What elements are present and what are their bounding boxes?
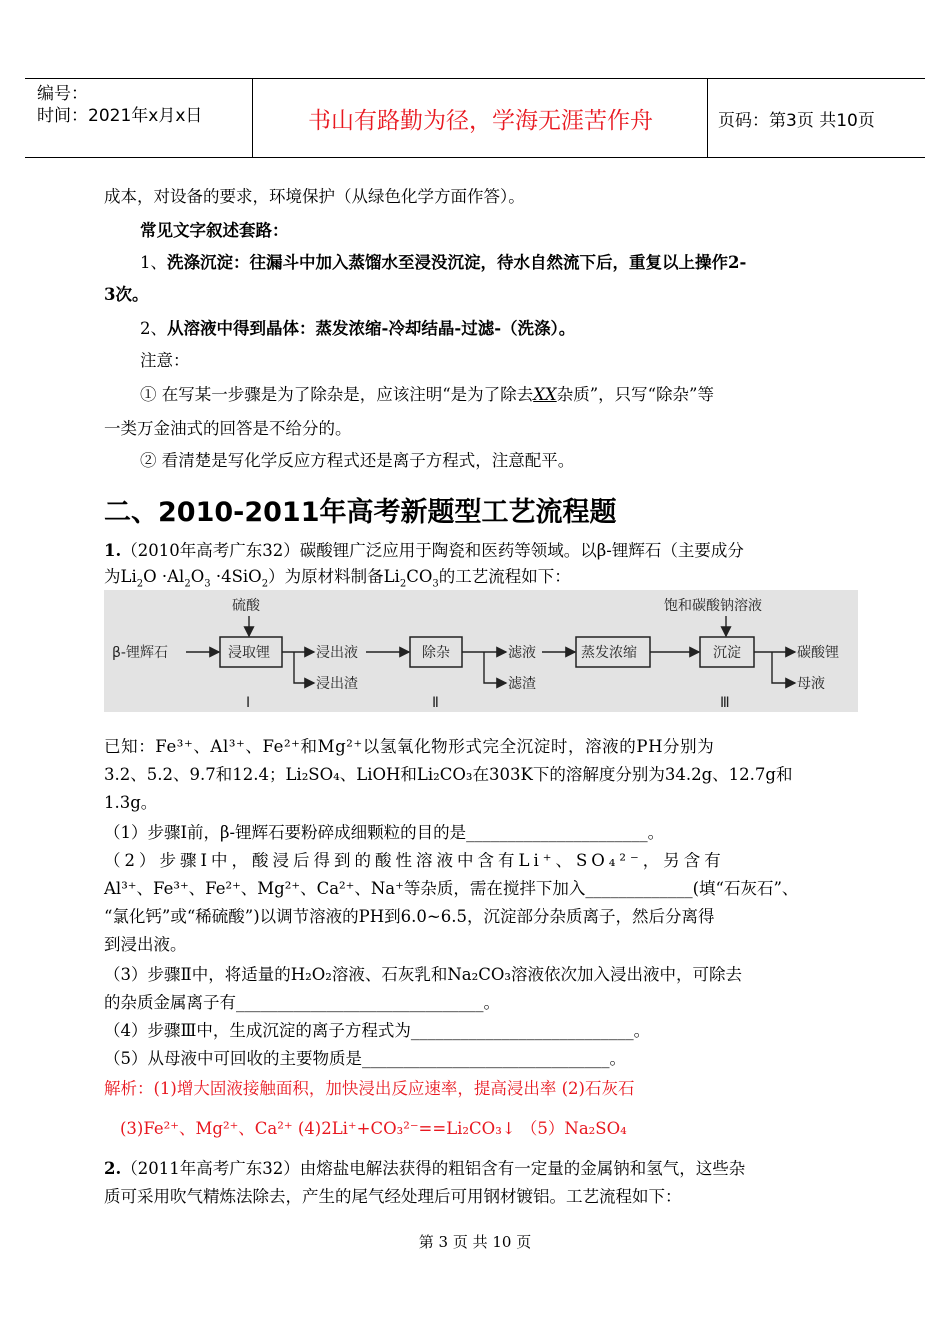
q2-line2: 质可采用吹气精炼法除去，产生的尾气经处理后可用钢材镀铝。工艺流程如下： [104, 1187, 682, 1206]
intro-line: 成本，对设备的要求，环境保护（从绿色化学方面作答）。 [104, 187, 525, 206]
arrow-filter-residue [484, 652, 506, 683]
start-material: β-锂辉石 [112, 645, 168, 661]
routine-2: 2、从溶液中得到晶体：蒸发浓缩-冷却结晶-过滤-（洗涤）。 [140, 319, 576, 338]
routine-1: 1、洗涤沉淀：往漏斗中加入蒸馏水至浸没沉淀，待水自然流下后，重复以上操作2- [140, 253, 747, 272]
question-2-line1: （2）步骤Ⅰ中，酸浸后得到的酸性溶液中含有Li⁺、SO₄²⁻，另含有 [104, 851, 725, 870]
reagent-sulfuric-acid: 硫酸 [232, 598, 260, 614]
page-footer: 第 3 页 共 10 页 [418, 1233, 532, 1251]
arrow-mother-liquor [772, 652, 795, 683]
known-line3: 1.3g。 [104, 793, 158, 812]
routines-title: 常见文字叙述套路： [140, 221, 289, 240]
q2-line1: 2.（2011年高考广东32）由熔盐电解法获得的粗铝含有一定量的金属钠和氢气，这些杂 [104, 1159, 746, 1178]
arrow-residue [294, 652, 314, 683]
note-2: ② 看清楚是写化学反应方程式还是离子方程式，注意配平。 [140, 451, 575, 470]
out-leachate: 浸出液 [316, 645, 358, 661]
out-residue: 浸出渣 [316, 676, 358, 692]
note-title: 注意： [140, 351, 190, 370]
out-mother-liquor: 母液 [797, 676, 825, 692]
q1-line2: 为$Li_2O \cdot Al_2O_3 \cdot 4SiO_2$）为原材料制备$Li_2CO_3$的工艺流程如下： [104, 567, 571, 590]
note-1: ① 在写某一步骤是为了除杂是，应该注明“是为了除去XX杂质”，只写“除杂”等 [140, 385, 714, 404]
known-line1: 已知：Fe³⁺、Al³⁺、Fe²⁺和Mg²⁺以氢氧化物形式完全沉淀时，溶液的PH分别为 [104, 737, 715, 756]
step-I: Ⅰ [246, 695, 251, 711]
box-precipitate-label: 沉淀 [713, 645, 741, 661]
out-lithium-carbonate: 碳酸锂 [797, 645, 839, 661]
process-flow-diagram [104, 590, 858, 712]
question-5: （5）从母液中可回收的主要物质是______________________________。 [104, 1049, 626, 1068]
box-leach-label: 浸取锂 [228, 645, 270, 661]
question-2-line2: Al³⁺、Fe³⁺、Fe²⁺、Mg²⁺、Ca²⁺、Na⁺等杂质，需在搅拌下加入_____________(填“石灰石”、 [104, 879, 799, 898]
question-4: （4）步骤Ⅲ中，生成沉淀的离子方程式为___________________________。 [104, 1021, 651, 1040]
question-1: （1）步骤Ⅰ前，β-锂辉石要粉碎成细颗粒的目的是______________________。 [104, 823, 665, 842]
header-meta [25, 79, 253, 157]
question-2-line4: 到浸出液。 [104, 935, 187, 954]
serial-label: 编号： [37, 84, 88, 104]
header-page-label: 页码：第3页 共10页 [718, 110, 875, 131]
page-header [25, 78, 925, 158]
note-1-cont: 一类万金油式的回答是不给分的。 [104, 419, 352, 438]
answer-line2: (3)Fe²⁺、Mg²⁺、Ca²⁺ (4)2Li⁺+CO₃²⁻==Li₂CO₃↓ （5）Na₂SO₄ [120, 1119, 627, 1138]
out-filtrate: 滤液 [508, 645, 536, 661]
out-filter-residue: 滤渣 [508, 676, 536, 692]
answer-line1: 解析：(1)增大固液接触面积，加快浸出反应速率，提高浸出率 (2)石灰石 [104, 1079, 635, 1098]
routine-1-cont: 3次。 [104, 285, 149, 304]
step-III: Ⅲ [720, 695, 730, 711]
reagent-sodium-carbonate: 饱和碳酸钠溶液 [664, 598, 762, 614]
box-purify-label: 除杂 [422, 645, 450, 661]
known-line2: 3.2、5.2、9.7和12.4；Li₂SO₄、LiOH和Li₂CO₃在303K下的溶解度分别为34.2g、12.7g和 [104, 765, 793, 784]
question-2-line3: “氯化钙”或“稀硫酸”)以调节溶液的PH到6.0~6.5，沉淀部分杂质离子，然后分离得 [104, 907, 715, 926]
box-evaporate-label: 蒸发浓缩 [581, 645, 637, 661]
header-motto: 书山有路勤为径，学海无涯苦作舟 [254, 79, 708, 157]
question-3-line2: 的杂质金属离子有______________________________。 [104, 993, 500, 1012]
q1-line1: 1.（2010年高考广东32）碳酸锂广泛应用于陶瓷和医药等领域。以β-锂辉石（主要成分 [104, 541, 744, 560]
time-label: 时间：2021年x月x日 [37, 106, 203, 126]
step-II: Ⅱ [432, 695, 439, 711]
section-title: 二、2010-2011年高考新题型工艺流程题 [104, 497, 617, 528]
question-3-line1: （3）步骤Ⅱ中，将适量的H₂O₂溶液、石灰乳和Na₂CO₃溶液依次加入浸出液中，可除去 [104, 965, 743, 984]
